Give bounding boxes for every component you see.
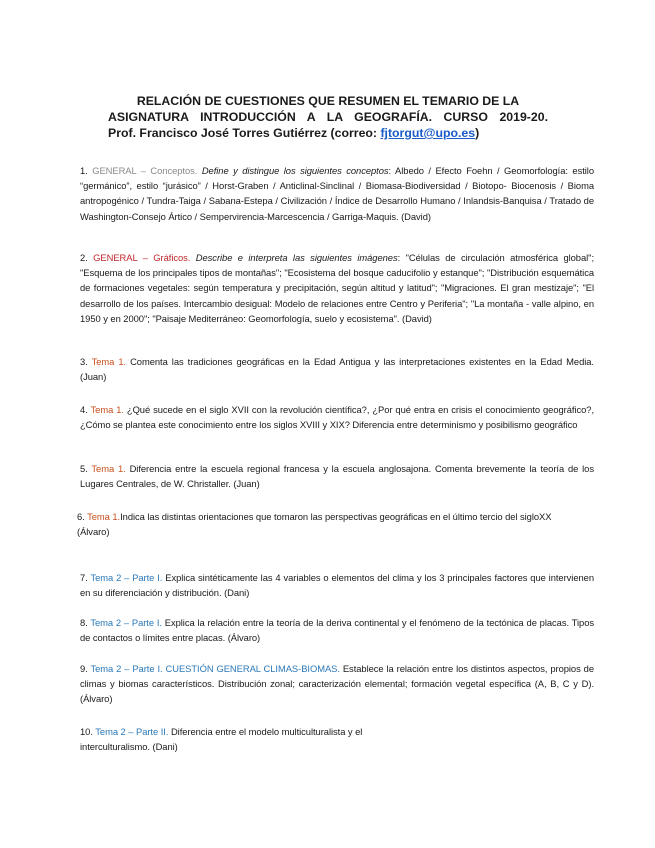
question-number: 10.	[80, 726, 93, 737]
question-text: Comenta las tradiciones geográficas en la Edad Antigua y las interpretaciones existentes en la Edad Media. (Juan)	[80, 356, 594, 383]
question-lead: Describe e interpreta las siguientes imágenes	[195, 252, 398, 263]
question-label: Tema 1.	[90, 404, 124, 415]
question-lead: Define y distingue los siguientes conceptos	[201, 165, 389, 176]
question-number: 8.	[80, 617, 88, 628]
question-number: 6.	[77, 511, 85, 522]
question-label: Tema 1.	[91, 463, 126, 474]
question-text: ¿Qué sucede en el siglo XVII con la revolución científica?, ¿Por qué entra en crisis el conocimiento geográfico?, ¿Cómo se plantea este conocimiento entre los siglos XVIII y XIX? Diferencia entre determinismo y posibilismo geográfico	[80, 404, 594, 431]
question-number: 1.	[80, 165, 88, 176]
question-6	[77, 509, 594, 539]
question-label: Tema 1.	[87, 511, 121, 522]
question-text: : "Células de circulación atmosférica global"; "Esquema de los principales tipos de montañas"; "Ecosistema del bosque caducifolio y estanque"; "Distribución esquemática de formaciones vegetales: según temperatura y precipitación, según altitud y latitud"; "Migraciones. El gran mestizaje"; "El desarrollo de los países. Intercambio desigual: Modelo de relaciones entre Centro y Periferia"; "La montaña - valle alpino, en 1950 y en 2000"; "Paisaje Mediterráneo: Geomorfología, suelo y ecosistema". (David)	[80, 252, 595, 324]
question-label: GENERAL – Gráficos.	[93, 252, 191, 263]
question-5	[80, 461, 594, 491]
question-number: 3.	[80, 356, 88, 367]
question-text: Diferencia entre el modelo multiculturalista y el	[170, 726, 363, 737]
question-text: Explica sintéticamente las 4 variables o elementos del clima y los 3 principales factores que intervienen en su diferenciación y distribución. (Dani)	[80, 572, 594, 599]
question-number: 9.	[80, 663, 88, 674]
question-number: 4.	[80, 404, 88, 415]
question-author: (Álvaro)	[77, 526, 110, 538]
header-close-paren: )	[475, 126, 480, 140]
question-2	[80, 250, 594, 326]
question-text: Diferencia entre la escuela regional francesa y la escuela anglosajona. Comenta brevemente la teoría de los Lugares Centrales, de W. Christaller. (Juan)	[80, 463, 594, 490]
question-1	[80, 163, 594, 224]
question-4	[80, 402, 594, 432]
email-link[interactable]: fjtorgut@upo.es	[380, 126, 476, 140]
question-label: Tema 1.	[91, 356, 127, 367]
question-text: Indica las distintas orientaciones que tomaron las perspectivas geográficas en el último tercio del sigloXX	[120, 511, 552, 522]
header-author: Prof. Francisco José Torres Gutiérrez (correo:	[108, 126, 381, 140]
question-continuation: interculturalismo. (Dani)	[80, 741, 178, 753]
header-line-3	[108, 126, 479, 140]
question-number: 2.	[80, 252, 88, 263]
question-3	[80, 354, 594, 384]
question-8	[80, 615, 594, 645]
header-line-2: ASIGNATURA INTRODUCCIÓN A LA GEOGRAFÍA. CURSO 2019-20.	[108, 110, 548, 124]
document-header	[108, 93, 548, 141]
question-number: 7.	[80, 572, 88, 583]
question-label: Tema 2 – Parte II.	[95, 726, 169, 737]
question-number: 5.	[80, 463, 88, 474]
question-text: Establece la relación entre los distintos aspectos, propios de climas y biomas característicos. Distribución zonal; caracterización elemental; formación vegetal específica (A, B, C y D). (Álvaro)	[80, 663, 594, 705]
question-label: GENERAL – Conceptos.	[92, 165, 198, 176]
header-line-1: RELACIÓN DE CUESTIONES QUE RESUMEN EL TEMARIO DE LA	[136, 94, 520, 108]
question-text: : Albedo / Efecto Foehn / Geomorfología: estilo “germánico”, estilo “jurásico” / Horst-Graben / Anticlinal-Sinclinal / Biomasa-Biodiversidad / Biotopo- Biocenosis / Bioma antropogénico / Tundra-Taiga / Sabana-Estepa / Civilización / Índice de Desarrollo Humano / Inlandsis-Banquisa / Tratado de Washington-Consejo Ártico / Sempervirencia-Marcescencia / Garriga-Maquis. (David)	[80, 165, 595, 222]
question-7	[80, 570, 594, 600]
question-9	[80, 661, 594, 707]
question-label: Tema 2 – Parte I.	[90, 572, 163, 583]
question-label: Tema 2 – Parte I. CUESTIÓN GENERAL CLIMAS-BIOMAS.	[90, 663, 340, 674]
question-text: Explica la relación entre la teoría de la deriva continental y el fenómeno de la tectónica de placas. Tipos de contactos o límites entre placas. (Álvaro)	[80, 617, 594, 644]
question-10	[80, 724, 485, 754]
question-label: Tema 2 – Parte I.	[90, 617, 162, 628]
